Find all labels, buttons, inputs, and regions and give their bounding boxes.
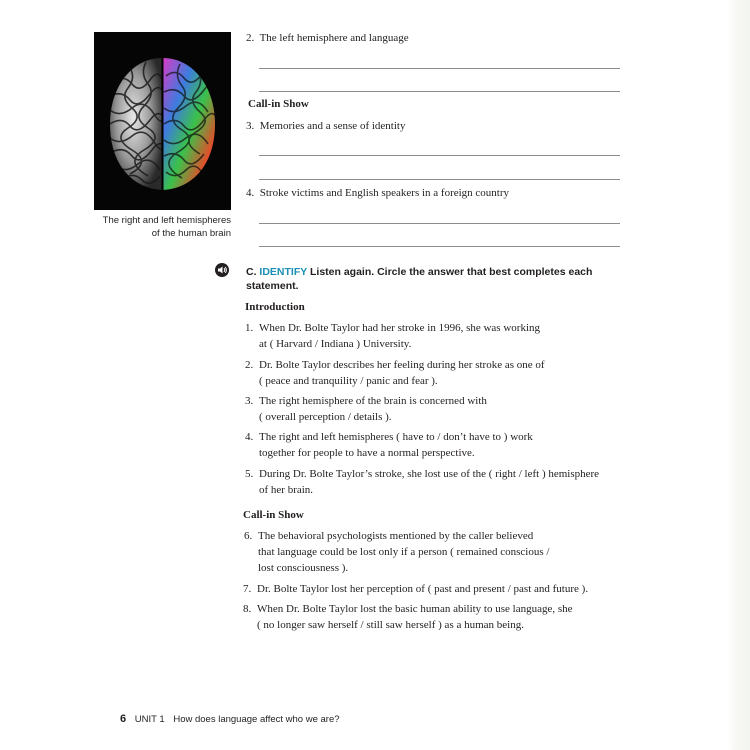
page-edge-shading <box>728 0 750 750</box>
page-number: 6 <box>120 713 127 725</box>
item-number: 4. <box>246 187 255 199</box>
item-number: 2. <box>245 359 254 371</box>
answer-line[interactable] <box>259 246 620 247</box>
item-number: 3. <box>245 395 254 407</box>
instruction-line-2: statement. <box>246 280 299 292</box>
item-text: Memories and a sense of identity <box>259 120 406 132</box>
item-text: During Dr. Bolte Taylor’s stroke, she lost use of the ( right / left ) hemisphere of her brain. <box>259 468 600 496</box>
upper-item-3 <box>246 120 405 132</box>
item-number: 4. <box>245 431 254 443</box>
item-number: 8. <box>243 603 252 615</box>
item-number: 2. <box>246 32 255 44</box>
page-footer <box>120 713 340 725</box>
upper-item-2 <box>246 32 409 44</box>
answer-line[interactable] <box>259 155 620 156</box>
unit-label: UNIT 1 <box>134 714 165 725</box>
brain-image <box>94 32 231 210</box>
item-number: 7. <box>243 583 252 595</box>
exercise-label-identify: IDENTIFY <box>259 266 308 278</box>
answer-line[interactable] <box>259 68 620 69</box>
section-heading-introduction: Introduction <box>245 301 305 313</box>
item-text: The left hemisphere and language <box>259 32 409 44</box>
item-text: Dr. Bolte Taylor lost her perception of ( past and present / past and future ). <box>257 583 589 595</box>
section-heading-call-in-show: Call-in Show <box>248 98 309 110</box>
exercise-letter: C. <box>246 266 257 278</box>
item-number: 1. <box>245 322 254 334</box>
figure-caption-line-2: of the human brain <box>151 228 231 239</box>
item-number: 5. <box>245 468 254 480</box>
item-number: 6. <box>244 530 253 542</box>
unit-question: How does language affect who we are? <box>173 714 340 725</box>
item-number: 3. <box>246 120 255 132</box>
item-text: When Dr. Bolte Taylor had her stroke in 1996, she was working at ( Harvard / Indiana ) University. <box>259 322 540 350</box>
figure-caption <box>94 214 231 240</box>
exercise-c-directions <box>246 265 606 293</box>
answer-line[interactable] <box>259 179 620 180</box>
item-text: The behavioral psychologists mentioned by the caller believed that language could be lost only if a person ( remained conscious / lost consciousness ). <box>258 530 550 574</box>
item-text: When Dr. Bolte Taylor lost the basic human ability to use language, she ( no longer saw herself / still saw herself ) as a human being. <box>257 603 573 631</box>
answer-line[interactable] <box>259 91 620 92</box>
item-text: The right hemisphere of the brain is concerned with ( overall perception / details ). <box>259 395 487 423</box>
upper-item-4 <box>246 187 509 199</box>
instruction-line-1: Listen again. Circle the answer that best completes each <box>310 266 593 278</box>
section-heading-call-in-show-2: Call-in Show <box>243 509 304 521</box>
item-text: Stroke victims and English speakers in a foreign country <box>259 187 510 199</box>
audio-speaker-icon[interactable] <box>215 263 229 277</box>
answer-line[interactable] <box>259 223 620 224</box>
item-text: Dr. Bolte Taylor describes her feeling during her stroke as one of ( peace and tranquility / panic and fear ). <box>259 359 545 387</box>
figure-caption-line-1: The right and left hemispheres <box>102 215 231 226</box>
item-text: The right and left hemispheres ( have to / don’t have to ) work together for people to have a normal perspective. <box>259 431 533 459</box>
